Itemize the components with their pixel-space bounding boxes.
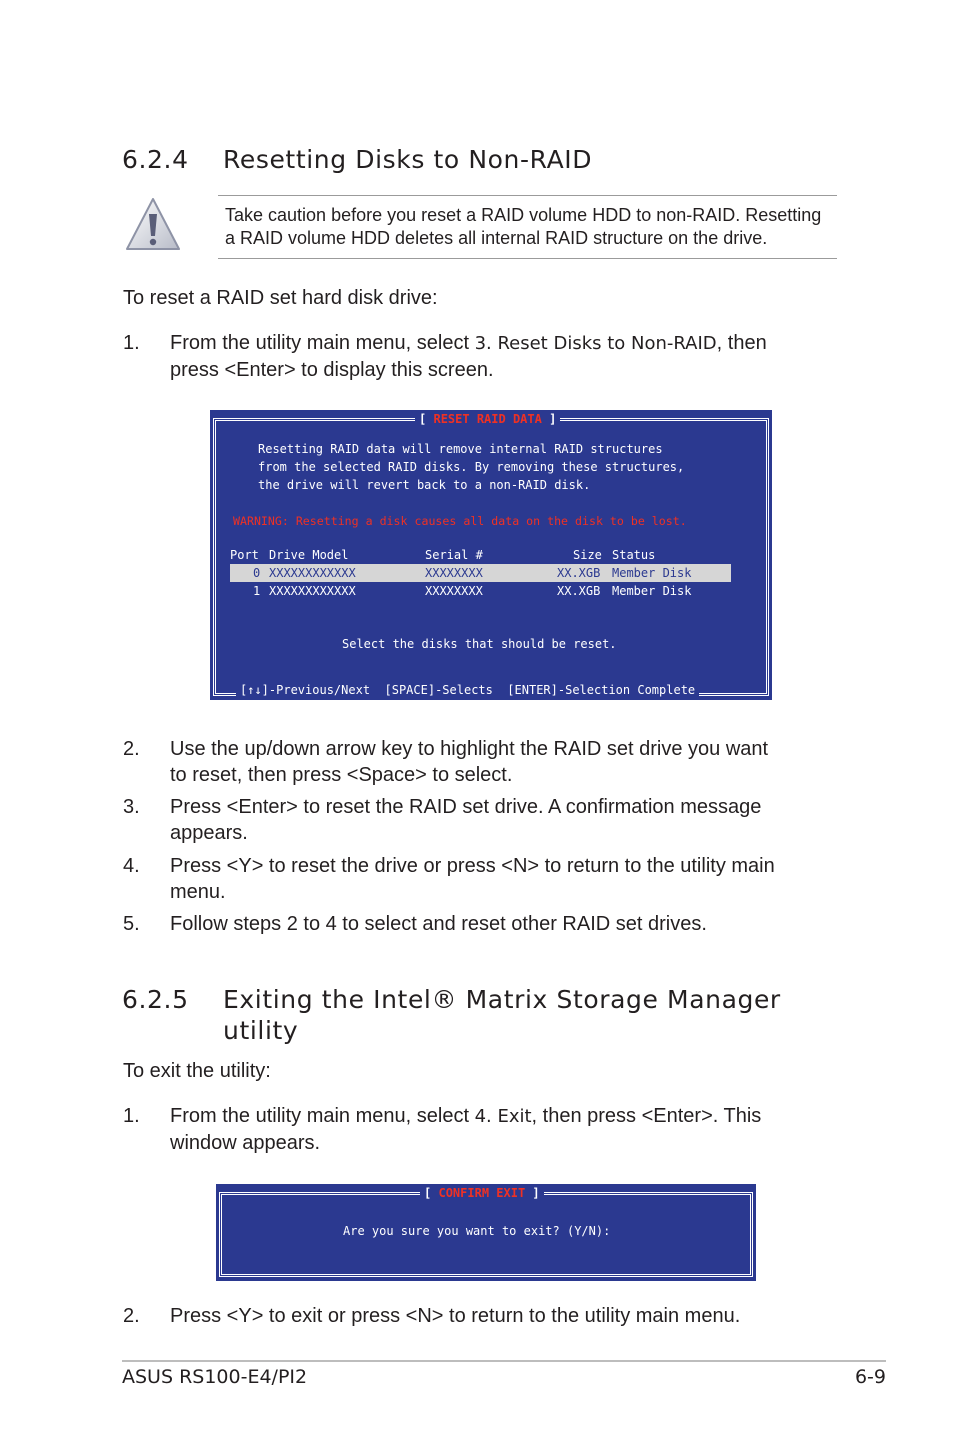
caution-line: a RAID volume HDD deletes all internal RAID structure on the drive.: [225, 228, 768, 248]
column-drive-model: Drive Model: [269, 548, 349, 562]
caution-bottom-rule: [218, 258, 837, 259]
row-size: XX.XGB: [557, 566, 601, 580]
confirm-exit-screen: [216, 1184, 756, 1281]
step-number: 1.: [123, 332, 140, 354]
screen-title-text: RESET RAID DATA: [433, 412, 542, 426]
intro-exit: To exit the utility:: [123, 1060, 271, 1082]
intro-reset: To reset a RAID set hard disk drive:: [123, 287, 438, 309]
row-serial: XXXXXXXX: [425, 566, 483, 580]
reset-step: [123, 794, 843, 846]
step-number: 3.: [123, 796, 140, 818]
step-text: appears.: [170, 822, 248, 844]
row-model: XXXXXXXXXXXX: [269, 584, 356, 598]
reset-step: [123, 911, 843, 937]
step-text: Press <Y> to exit or press <N> to return to the utility main menu.: [170, 1305, 741, 1327]
step-text: press <Enter> to display this screen.: [170, 359, 494, 381]
step-text: From the utility main menu, select: [170, 332, 475, 354]
step-text: Follow steps 2 to 4 to select and reset other RAID set drives.: [170, 913, 707, 935]
screen-title: [ RESET RAID DATA ]: [415, 412, 560, 426]
step-text: From the utility main menu, select: [170, 1105, 475, 1127]
caution-text: [225, 204, 840, 250]
step-text: window appears.: [170, 1132, 321, 1154]
section-title: Exiting the Intel® Matrix Storage Manager: [223, 985, 781, 1014]
caution-line: Take caution before you reset a RAID volume HDD to non-RAID. Resetting: [225, 205, 822, 225]
row-status: Member Disk: [612, 584, 692, 598]
section-title: Resetting Disks to Non-RAID: [223, 145, 593, 174]
step-text: Press <Enter> to reset the RAID set drive. A confirmation message: [170, 796, 762, 818]
info-line: the drive will revert back to a non-RAID disk.: [258, 478, 591, 492]
step-text: , then: [716, 332, 767, 354]
row-port: 1: [253, 584, 261, 598]
row-size: XX.XGB: [557, 584, 601, 598]
caution-top-rule: [218, 195, 837, 196]
info-line: Resetting RAID data will remove internal RAID structures: [258, 442, 663, 456]
step-text: Use the up/down arrow key to highlight the RAID set drive you want: [170, 738, 769, 760]
step-text: , then press <Enter>. This: [531, 1105, 762, 1127]
step-number: 2.: [123, 1305, 140, 1327]
column-size: Size: [573, 548, 602, 562]
step-number: 4.: [123, 855, 140, 877]
row-port: 0: [253, 566, 261, 580]
step-number: 5.: [123, 913, 140, 935]
reset-step: [123, 853, 843, 905]
step-number: 1.: [123, 1105, 140, 1127]
exit-question: Are you sure you want to exit? (Y/N):: [343, 1224, 611, 1238]
info-line: from the selected RAID disks. By removing these structures,: [258, 460, 685, 474]
select-prompt: Select the disks that should be reset.: [342, 637, 617, 651]
menu-option-name: 4. Exit: [474, 1106, 532, 1127]
section-number: 6.2.5: [122, 985, 189, 1014]
section-title: utility: [223, 1016, 299, 1045]
step-text: to reset, then press <Space> to select.: [170, 764, 513, 786]
column-port: Port: [230, 548, 259, 562]
help-bar: [↑↓]-Previous/Next [SPACE]-Selects [ENTER]-Selection Complete: [236, 683, 699, 697]
screen-title: [ CONFIRM EXIT ]: [420, 1186, 544, 1200]
exit-step-1: [123, 1103, 843, 1155]
screen-title-text: CONFIRM EXIT: [438, 1186, 526, 1200]
step-text: menu.: [170, 881, 226, 903]
row-model: XXXXXXXXXXXX: [269, 566, 356, 580]
footer-product: ASUS RS100-E4/PI2: [122, 1366, 308, 1388]
menu-option-name: 3. Reset Disks to Non-RAID: [474, 333, 717, 354]
footer-page-number: 6-9: [854, 1366, 886, 1388]
section-heading-6-2-5: [122, 984, 781, 1046]
reset-raid-data-screen: [210, 410, 772, 700]
row-serial: XXXXXXXX: [425, 584, 483, 598]
reset-step: [123, 736, 843, 788]
exit-step-2: [123, 1303, 843, 1329]
footer-rule: [122, 1360, 886, 1362]
section-heading-6-2-4: [122, 145, 592, 174]
column-serial: Serial #: [425, 548, 483, 562]
warning-triangle-icon: [124, 196, 182, 252]
warning-line: WARNING: Resetting a disk causes all data on the disk to be lost.: [233, 514, 687, 528]
section-number: 6.2.4: [122, 145, 189, 174]
step-text: Press <Y> to reset the drive or press <N> to return to the utility main: [170, 855, 775, 877]
reset-step-1: [123, 330, 843, 382]
step-number: 2.: [123, 738, 140, 760]
row-status: Member Disk: [612, 566, 692, 580]
column-status: Status: [612, 548, 656, 562]
